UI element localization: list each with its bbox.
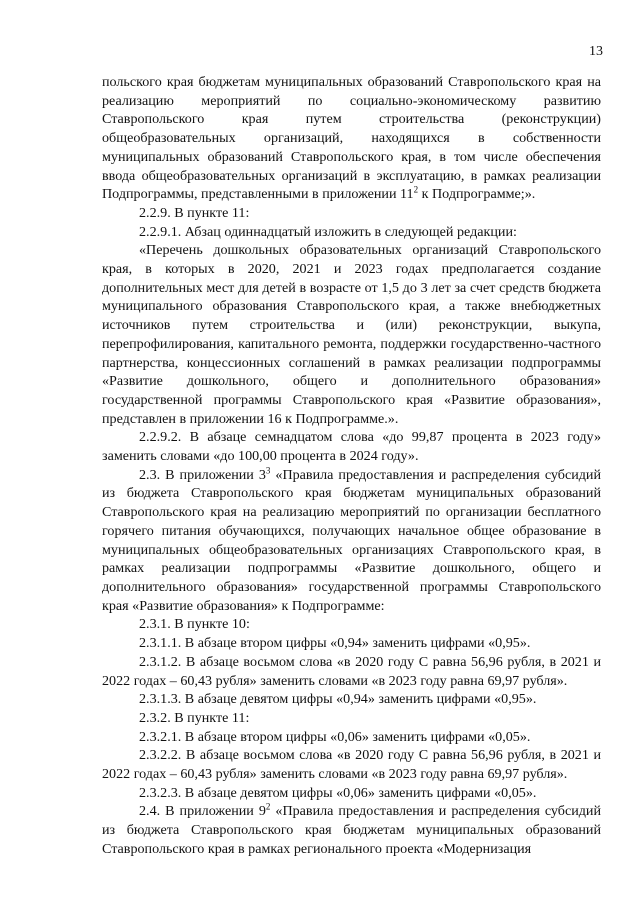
paragraph: [102, 746, 601, 783]
paragraph-text: «Перечень дошкольных образовательных организаций Ставропольского края, в которых в 2020, 2021 и 2023 годах предполагается создание дополнительных мест для детей в возрасте от 1,5 до 3 лет за счет средств бюджета муниципального образования Ставропольского края, а также внебюджетных источников путем строительства и (или) реконструкции, выкупа, перепрофилирования, капитального ремонта, поддержки государственно-частного партнерства, концессионных соглашений в рамках реализации подпрограммы «Развитие дошкольного, общего и дополнительного образования» государственной программы Ставропольского края «Развитие образования», представлен в приложении 16 к Подпрограмме.».: [102, 242, 601, 427]
paragraph: [102, 784, 601, 803]
paragraph: [102, 223, 601, 242]
paragraph: [102, 466, 601, 616]
superscript: 2: [413, 184, 419, 195]
paragraph: [102, 204, 601, 223]
paragraph-text-continued: «Правила предоставления и распределения субсидий из бюджета Ставропольского края бюджетам муниципальных образований Ставропольского края в рамках регионального проекта «Модернизация: [102, 803, 601, 857]
paragraph-text-continued: «Правила предоставления и распределения субсидий из бюджета Ставропольского края бюджетам муниципальных образований Ставропольского края на реализацию мероприятий по организации бесплатного горячего питания обучающихся, получающих начальное общее образование в муниципальных общеобразовательных организациях Ставропольского края, в рамках реализации подпрограммы «Развитие дошкольного, общего и дополнительного образования» государственной программы Ставропольского края «Развитие образования» к Подпрограмме:: [102, 466, 601, 614]
paragraph: [102, 653, 601, 690]
paragraph-text: 2.3.1.2. В абзаце восьмом слова «в 2020 году С равна 56,96 рубля, в 2021 и 2022 годах – 60,43 рубля» заменить словами «в 2023 году равна 69,97 рубля».: [102, 653, 601, 689]
paragraph: [102, 728, 601, 747]
paragraph-text: 2.3.1.1. В абзаце втором цифры «0,94» заменить цифрами «0,95».: [139, 635, 531, 652]
paragraph-text: 2.2.9. В пункте 11:: [139, 204, 250, 221]
paragraph-text: 2.3.2.3. В абзаце девятом цифры «0,06» заменить цифрами «0,05».: [139, 784, 537, 801]
paragraph: [102, 615, 601, 634]
paragraph-text: 2.3.2. В пункте 11:: [139, 709, 250, 726]
paragraph-text: 2.3.1. В пункте 10:: [139, 616, 250, 633]
page-number: 13: [589, 44, 603, 59]
paragraph: [102, 634, 601, 653]
paragraph-text: 2.3.2.2. В абзаце восьмом слова «в 2020 году С равна 56,96 рубля, в 2021 и 2022 годах – 60,43 рубля» заменить словами «в 2023 году равна 69,97 рубля».: [102, 747, 601, 783]
paragraph: [102, 709, 601, 728]
paragraph-text: польского края бюджетам муниципальных образований Ставропольского края на реализацию мероприятий по социально-экономическому развитию Ставропольского края путем строительства (реконструкции) общеобразовательных организаций, находящихся в собственности муниципальных образований Ставропольского края, в том числе обеспечения ввода общеобразовательных организаций в эксплуатацию, в рамках реализации Подпрограммы, представленными в приложении 11: [102, 74, 601, 203]
paragraph-text-continued: к Подпрограмме;».: [418, 186, 536, 203]
superscript: 3: [265, 465, 271, 476]
paragraph-text: 2.3.1.3. В абзаце девятом цифры «0,94» заменить цифрами «0,95».: [139, 691, 537, 708]
paragraph: [102, 428, 601, 465]
paragraph-text: 2.2.9.2. В абзаце семнадцатом слова «до 99,87 процента в 2023 году» заменить словами «до 100,00 процента в 2024 году».: [102, 429, 601, 465]
paragraph: [102, 802, 601, 858]
superscript: 2: [265, 801, 271, 812]
paragraph-text: 2.3. В приложении 3: [139, 466, 266, 483]
paragraph: [102, 690, 601, 709]
paragraph-text: 2.3.2.1. В абзаце втором цифры «0,06» заменить цифрами «0,05».: [139, 728, 531, 745]
document-body: [102, 73, 601, 859]
paragraph: [102, 73, 601, 204]
paragraph-text: 2.2.9.1. Абзац одиннадцатый изложить в следующей редакции:: [139, 223, 517, 240]
paragraph: [102, 241, 601, 428]
paragraph-text: 2.4. В приложении 9: [139, 803, 266, 820]
